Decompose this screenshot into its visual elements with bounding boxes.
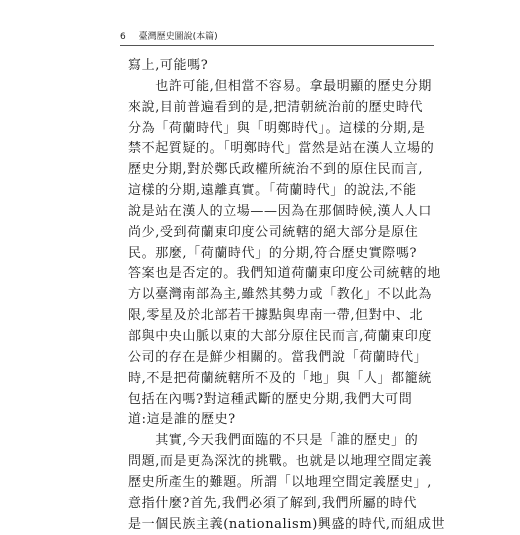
text-line: 答案也是否定的。我們知道荷蘭東印度公司統轄的地: [128, 266, 441, 282]
running-title: 臺灣歷史圖說(本篇): [138, 32, 218, 42]
text-line: 意指什麼?首先,我們必須了解到,我們所屬的時代: [128, 495, 418, 511]
text-line: 公司的存在是鮮少相關的。當我們說「荷蘭時代」: [128, 349, 428, 365]
text-line: 民。那麼,「荷蘭時代」的分期,符合歷史實際嗎?: [128, 245, 418, 261]
page-number: 6: [120, 32, 126, 42]
text-line: 禁不起質疑的。「明鄭時代」當然是站在漢人立場的: [128, 141, 435, 157]
text-line: 來說,目前普遍看到的是,把清朝統治前的歷史時代: [128, 99, 424, 115]
text-line: 方以臺灣南部為主,雖然其勢力或「教化」不以此為: [128, 287, 432, 303]
running-header: [120, 30, 450, 44]
text-line: 也許可能,但相當不容易。拿最明顯的歷史分期: [128, 78, 432, 94]
header-rule: [120, 45, 434, 46]
text-line: 歷史所產生的難題。所謂「以地理空間定義歷史」,: [128, 474, 432, 490]
text-line: 這樣的分期,遠離真實。「荷蘭時代」的說法,不能: [128, 183, 417, 199]
text-line: 分為「荷蘭時代」與「明鄭時代」。這樣的分期,是: [128, 120, 426, 136]
text-line: 其實,今天我們面臨的不只是「誰的歷史」的: [128, 433, 419, 449]
text-line: 道:這是誰的歷史?: [128, 412, 236, 428]
text-line: 部與中央山脈以東的大部分原住民而言,荷蘭東印度: [128, 328, 432, 344]
text-line: 時,不是把荷蘭統轄所不及的「地」與「人」都籠統: [128, 370, 432, 386]
text-line: 歷史分期,對於鄭氏政權所統治不到的原住民而言,: [128, 162, 424, 178]
text-line: 尚少,受到荷蘭東印度公司統轄的絕大部分是原住: [128, 224, 419, 240]
text-line: 限,零星及於北部若干據點與卑南一帶,但對中、北: [128, 308, 424, 324]
text-line: 問題,而是更為深沈的挑戰。也就是以地理空間定義: [128, 454, 432, 470]
body-text: [128, 56, 446, 535]
text-line: 是一個民族主義(nationalism)興盛的時代,而組成世: [128, 516, 446, 532]
text-line: 包括在內嗎?對這種武斷的歷史分期,我們大可問: [128, 391, 413, 407]
text-line: 寫上,可能嗎?: [128, 58, 209, 73]
text-line: 說是站在漢人的立場——因為在那個時候,漢人人口: [128, 203, 432, 219]
